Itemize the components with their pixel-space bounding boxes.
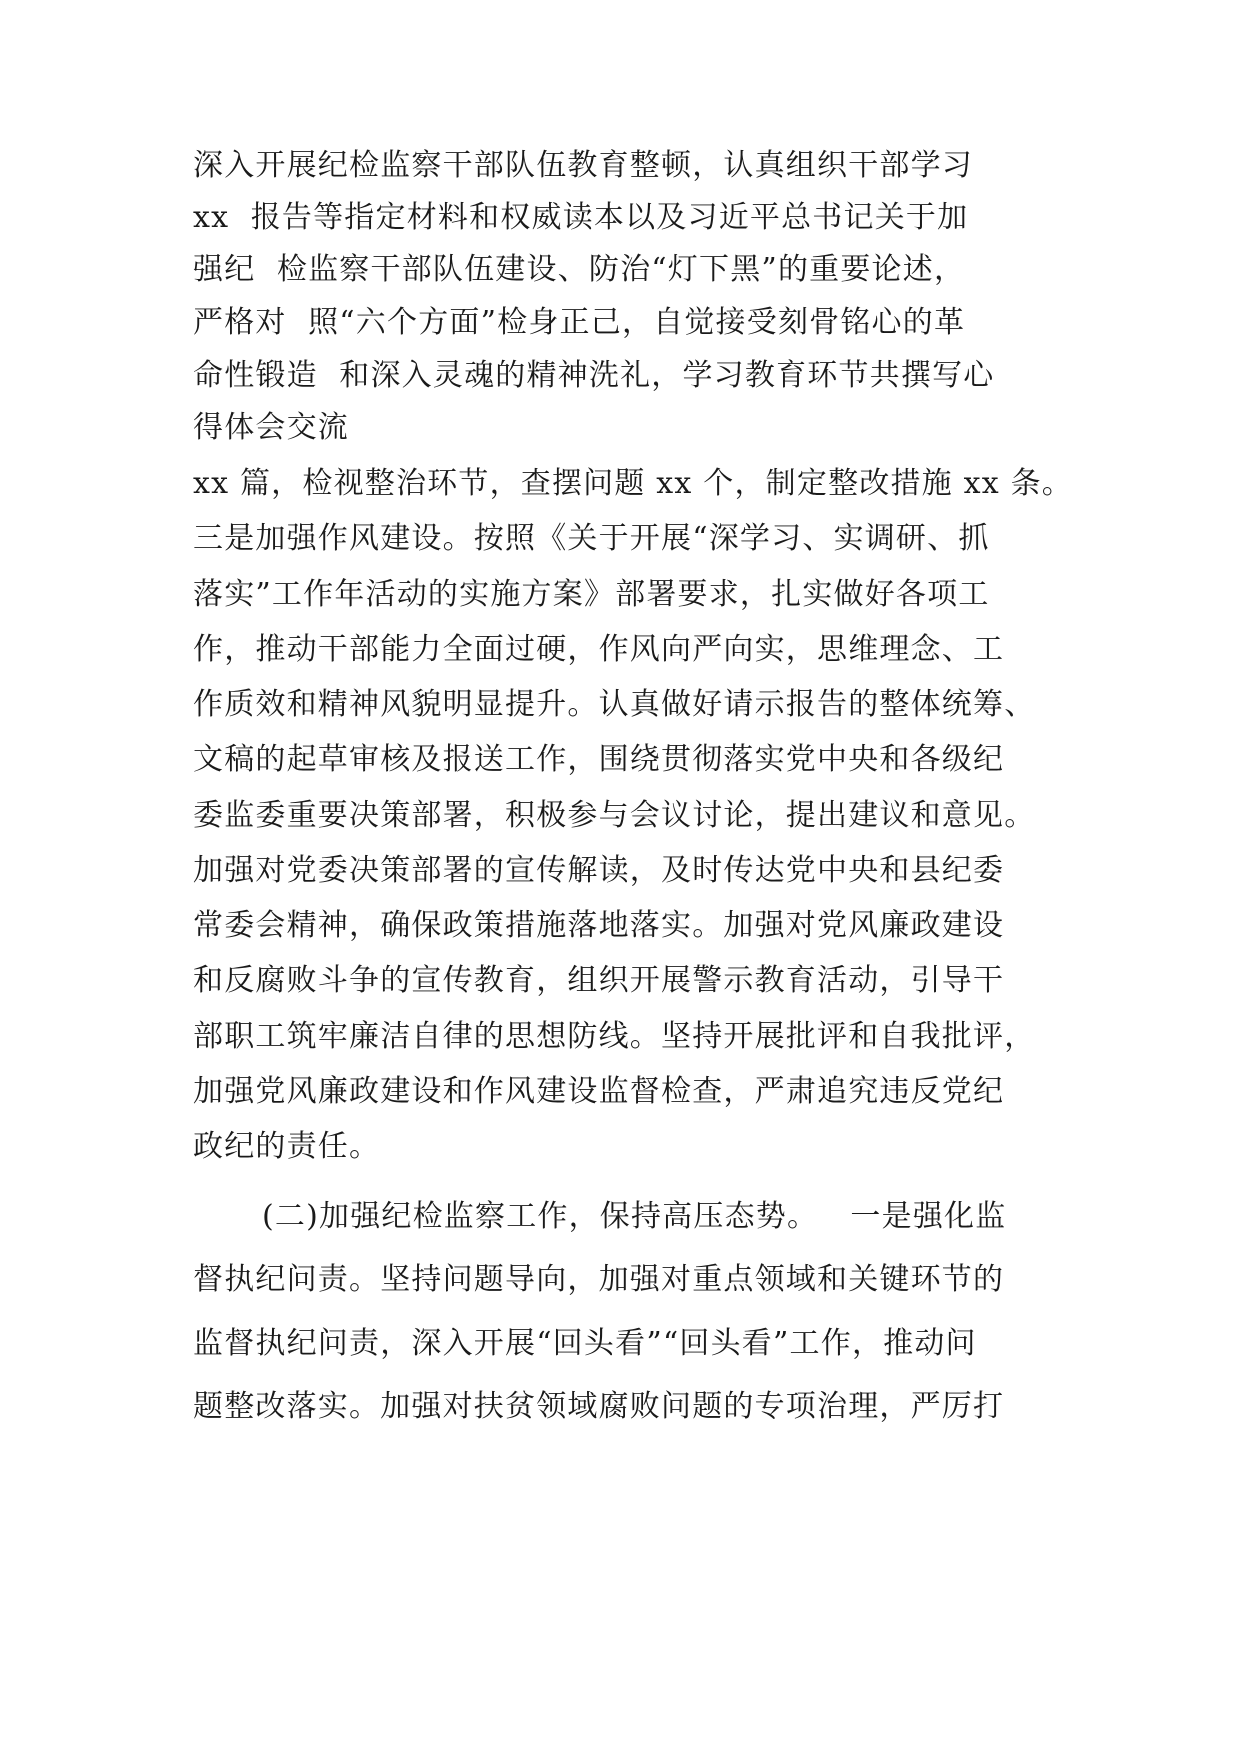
text-line: 得体会交流 xyxy=(193,410,349,445)
text-line: 严格对 照“六个方面”检身正己，自觉接受刻骨铭心的革 xyxy=(193,305,966,340)
text-line: 作质效和精神风貌明显提升。认真做好请示报告的整体统筹、 xyxy=(193,687,1036,722)
text-line: 委监委重要决策部署，积极参与会议讨论，提出建议和意见。 xyxy=(193,798,1036,833)
text-line: 督执纪问责。坚持问题导向，加强对重点领域和关键环节的 xyxy=(193,1262,1005,1297)
text-line: xx 报告等指定材料和权威读本以及习近平总书记关于加 xyxy=(193,200,969,235)
text-line: 命性锻造 和深入灵魂的精神洗礼，学习教育环节共撰写心 xyxy=(193,358,995,393)
text-line: 和反腐败斗争的宣传教育，组织开展警示教育活动，引导干 xyxy=(193,963,1005,998)
text-line: 加强对党委决策部署的宣传解读，及时传达党中央和县纪委 xyxy=(193,853,1005,888)
text-line: 文稿的起草审核及报送工作，围绕贯彻落实党中央和各级纪 xyxy=(193,742,1005,777)
text-line: 三是加强作风建设。按照《关于开展“深学习、实调研、抓 xyxy=(193,521,990,556)
text-line: 政纪的责任。 xyxy=(193,1129,381,1164)
text-line: 监督执纪问责，深入开展“回头看”“回头看”工作，推动问 xyxy=(193,1326,977,1361)
section-heading-line: (二)加强纪检监察工作，保持高压态势。 一是强化监 xyxy=(262,1199,1007,1234)
text-line: 题整改落实。加强对扶贫领域腐败问题的专项治理，严厉打 xyxy=(193,1389,1005,1424)
text-line: 加强党风廉政建设和作风建设监督检查，严肃追究违反党纪 xyxy=(193,1074,1005,1109)
text-line: 落实”工作年活动的实施方案》部署要求，扎实做好各项工 xyxy=(193,577,990,612)
text-line: 强纪 检监察干部队伍建设、防治“灯下黑”的重要论述， xyxy=(193,252,966,287)
text-line: 部职工筑牢廉洁自律的思想防线。坚持开展批评和自我批评， xyxy=(193,1019,1036,1054)
text-line: 深入开展纪检监察干部队伍教育整顿，认真组织干部学习 xyxy=(193,148,973,183)
text-line: 常委会精神，确保政策措施落地落实。加强对党风廉政建设 xyxy=(193,908,1005,943)
text-line: xx 篇，检视整治环节，查摆问题 xx 个，制定整改措施 xx 条。 xyxy=(193,466,1073,501)
text-line: 作，推动干部能力全面过硬，作风向严向实，思维理念、工 xyxy=(193,632,1005,667)
